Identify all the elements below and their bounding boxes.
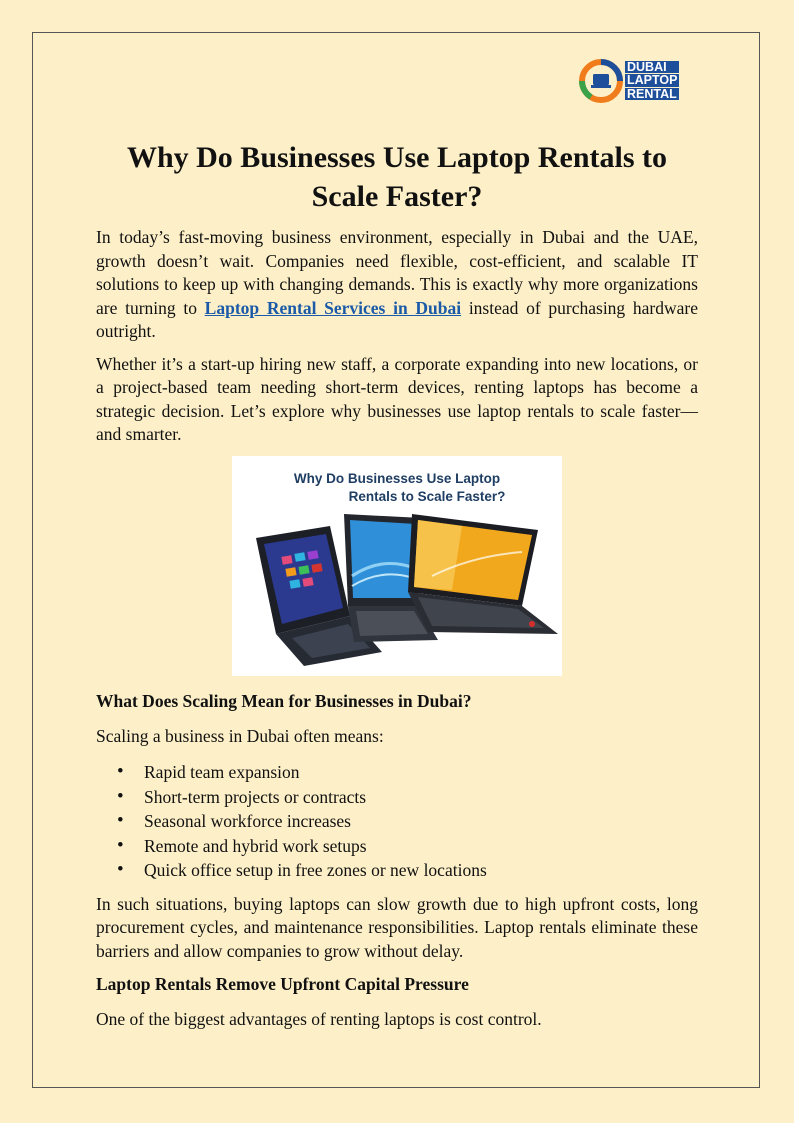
scaling-conclusion-paragraph: In such situations, buying laptops can slow growth due to high upfront costs, long procurement cycles, and maintenance responsibilities. Laptop rentals eliminate these barriers and allow companies to grow without delay. [96,893,698,961]
logo-line-2: LAPTOP [627,73,678,88]
image-caption-line-2: Rentals to Scale Faster? [348,488,506,504]
intro-text-end: instead of purchasing hardware outright. [96,297,698,341]
section-heading-capital: Laptop Rentals Remove Upfront Capital Pressure [96,974,469,994]
article-body [96,226,698,1041]
list-item: • Short-term projects or contracts [144,785,698,810]
right-laptop-icon [408,514,558,634]
logo-line-3: RENTAL [625,88,679,101]
image-caption-line-1: Why Do Businesses Use Laptop [293,470,501,486]
second-paragraph: Whether it’s a start-up hiring new staff, a corporate expanding into new locations, or a project-based team needing short-term devices, renting laptops has become a strategic decision. Let’s explore why businesses use laptop rentals to scale faster—and smarter. [96,353,698,444]
logo-line-1: DUBAI [625,61,679,74]
section-lead-capital: One of the biggest advantages of renting laptops is cost control. [96,1009,542,1029]
laptop-rental-services-link[interactable]: Laptop Rental Services in Dubai [204,297,462,318]
company-logo[interactable] [579,58,689,104]
scaling-bullet-list [96,760,698,883]
intro-text: In today’s fast-moving business environment, especially in Dubai and the UAE, growth doesn’t wait. Companies need flexible, cost-efficient, and scalable IT solutions to keep up with changing demands. This is exactly why more organizations are turning to [96,227,698,318]
page-title: Why Do Businesses Use Laptop Rentals to Scale Faster? [126,141,668,213]
list-item: • Seasonal workforce increases [144,809,698,834]
list-item: • Quick office setup in free zones or new locations [144,858,698,883]
article-image [232,456,562,676]
logo-mark-icon [579,59,623,103]
list-item: • Rapid team expansion [144,760,698,785]
image-caption [232,470,562,506]
section-lead-scaling: Scaling a business in Dubai often means: [96,725,384,746]
logo-wordmark [625,61,679,102]
section-heading-scaling: What Does Scaling Mean for Businesses in Dubai? [96,690,472,711]
intro-paragraph [96,226,698,344]
list-item: • Remote and hybrid work setups [144,834,698,859]
